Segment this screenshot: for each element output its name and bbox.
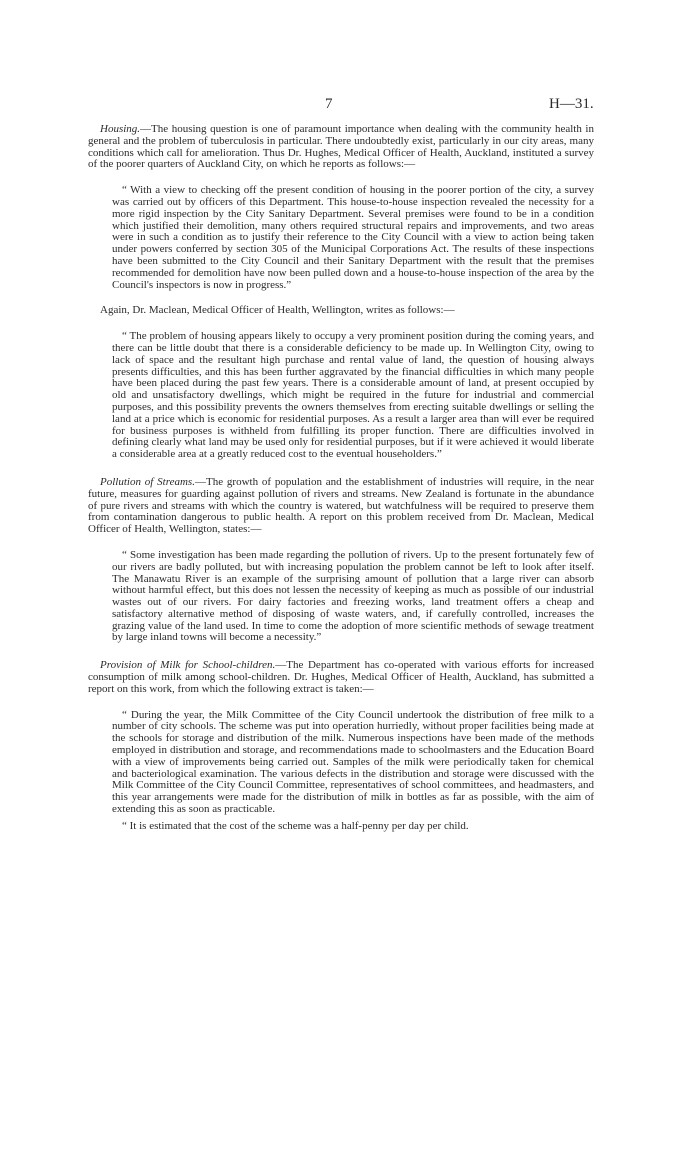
milk-quote-cost: “ It is estimated that the cost of the scheme was a half-penny per day per child. bbox=[122, 819, 469, 832]
page-body bbox=[88, 124, 594, 833]
housing-quote-wellington: “ The problem of housing appears likely to occupy a very prominent position during the coming years, and there can be little doubt that there is a considerable deficiency to be made up. In Wellington City, owing to lack of space and the resultant high purchase and rental value of land, the question of housing always presents difficulties, and this has been further aggravated by the financial difficulties in which many people have been placed during the past few years. There is a considerable amount of land, at present occupied by old and unsatisfactory dwellings, which might be required in the future for industrial and commercial purposes, and this possibility prevents the owners themselves from erecting suitable dwellings or selling the land at a price which is economic for residential purposes. As a result a larger area than will ever be required for business purposes is withheld from fulfilling its proper function. There are difficulties involved in defining clearly what land may be used only for residential purposes, but if it were achieved it would liberate a considerable area at a greatly reduced cost to the eventual householders.” bbox=[112, 330, 594, 461]
milk-quote-distribution: “ During the year, the Milk Committee of the City Council undertook the distribution of free milk to a number of city schools. The scheme was put into operation hurriedly, without proper facilities being made at the schools for storage and distribution of the milk. Numerous inspections have been made of the methods employed in distribution and storage, and recommendations made to schoolmasters and the Education Board with a view of improvements being carried out. Samples of the milk were periodically taken for chemical and bacteriological examination. The various defects in the distribution and storage were discussed with the Milk Committee of the City Council Committee, representatives of school committees, and headmasters, and this year arrangements were made for the distribution of milk in bottles as far as possible, with the aim of extending this as soon as practicable. bbox=[112, 708, 594, 816]
pollution-heading: Pollution of Streams. bbox=[100, 475, 195, 488]
page-header bbox=[0, 96, 700, 116]
pollution-intro-text: —The growth of population and the establishment of industries will require, in the near future, measures for guarding against pollution of rivers and streams. New Zealand is fortunate in the abundance of pure rivers and streams with which the country is watered, but watchfulness will be required to preserve them from contamination dangerous to public health. A report on this problem received from Dr. Maclean, Medical Officer of Health, Wellington, states:— bbox=[88, 475, 594, 536]
document-reference: H—31. bbox=[549, 96, 594, 112]
housing-intro-paragraph bbox=[88, 124, 594, 171]
housing-quote-auckland: “ With a view to checking off the present condition of housing in the poorer portion of the city, a survey was carried out by officers of this Department. This house-to-house inspection revealed the necessity for a more rigid inspection by the City Sanitary Department. Several premises were found to be in a condition which justified their demolition, many others required structural repairs and improvements, and two areas were in such a condition as to justify their reference to the City Council with a view to action being taken under powers conferred by section 305 of the Municipal Corporations Act. The results of these inspections have been submitted to the City Council and their Sanitary Department with the result that the premises recommended for demolition have now been pulled down and a house-to-house inspection of the area by the Council's inspectors is now in progress.” bbox=[112, 184, 594, 291]
milk-heading: Provision of Milk for School-children. bbox=[100, 659, 276, 672]
housing-again-paragraph: Again, Dr. Maclean, Medical Officer of Health, Wellington, writes as follows:— bbox=[100, 304, 455, 317]
housing-heading: Housing. bbox=[100, 123, 141, 135]
milk-intro-paragraph bbox=[88, 660, 594, 695]
page-number: 7 bbox=[325, 96, 333, 112]
milk-intro-text: —The Department has co-operated with various efforts for increased consumption of milk among school-children. Dr. Hughes, Medical Officer of Health, Auckland, has submitted a report on this work, from which the following extract is taken:— bbox=[88, 659, 594, 695]
pollution-intro-paragraph bbox=[88, 477, 594, 536]
housing-intro-text: —The housing question is one of paramount importance when dealing with the community health in general and the problem of tuberculosis in particular. There undoubtedly exist, particularly in our city areas, many conditions which call for amelioration. Thus Dr. Hughes, Medical Officer of Health, Auckland, instituted a survey of the poorer quarters of Auckland City, on which he reports as follows:— bbox=[88, 123, 594, 171]
pollution-quote: “ Some investigation has been made regarding the pollution of rivers. Up to the present fortunately few of our rivers are badly polluted, but with increasing population the problem cannot be left to look after itself. The Manawatu River is an example of the surprising amount of pollution that a large river can absorb without harmful effect, but this does not lessen the necessity of keeping as much as possible of our industrial wastes out of our rivers. For dairy factories and freezing works, land treatment offers a cheap and satisfactory alternative method of disposing of waste waters, and, if carefully controlled, increases the grazing value of the land used. In time to come the adoption of more scientific methods of sewage treatment by large inland towns will become a necessity.” bbox=[112, 548, 594, 644]
